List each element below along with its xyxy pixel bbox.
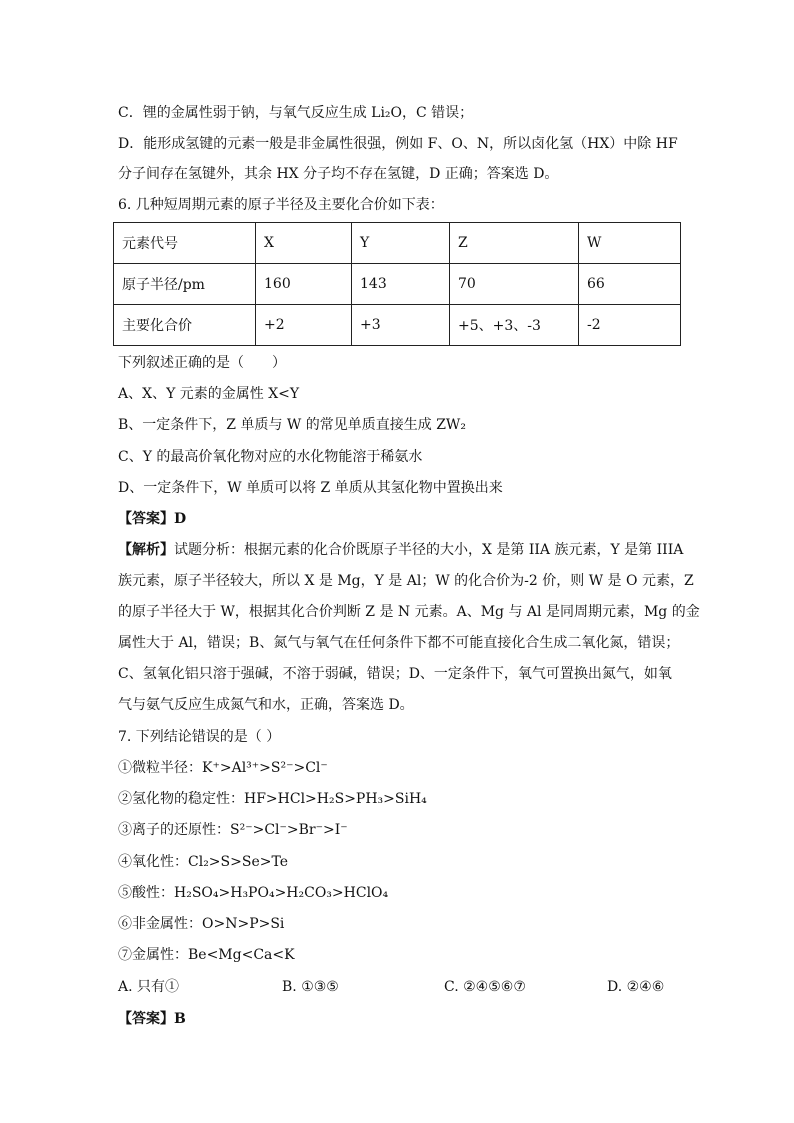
table-cell: 66 <box>579 264 681 305</box>
statement-line: ④氧化性：Cl₂>S>Se>Te <box>118 854 288 870</box>
element-data-table <box>113 222 681 346</box>
analysis-line: 气与氨气反应生成氮气和水，正确，答案选 D。 <box>118 697 414 713</box>
table-cell: +5、+3、-3 <box>450 305 579 346</box>
question-6-title: 6. 几种短周期元素的原子半径及主要化合价如下表： <box>118 197 444 213</box>
table-cell: X <box>256 223 352 264</box>
choice-c: C. ②④⑤⑥⑦ <box>444 979 526 995</box>
question-7-title: 7. 下列结论错误的是（ ） <box>118 729 281 745</box>
statement-line: ①微粒半径：K⁺>Al³⁺>S²⁻>Cl⁻ <box>118 760 328 776</box>
analysis-line <box>118 541 683 559</box>
text-line: C．锂的金属性弱于钠，与氧气反应生成 Li₂O，C 错误； <box>118 105 474 121</box>
table-cell: 主要化合价 <box>114 305 256 346</box>
choice-a: A. 只有① <box>118 979 180 995</box>
table-cell: 143 <box>352 264 450 305</box>
analysis-line: 族元素，原子半径较大，所以 X 是 Mg，Y 是 Al；W 的化合价为-2 价，则 W 是 O 元素，Z <box>118 573 694 589</box>
table-row <box>114 264 681 305</box>
statement-line: ⑥非金属性：O>N>P>Si <box>118 916 285 932</box>
statement-line: ⑦金属性：Be<Mg<Ca<K <box>118 947 295 963</box>
analysis-line: 属性大于 Al，错误；B、氮气与氧气在任何条件下都不可能直接化合生成二氧化氮，错误； <box>118 635 680 651</box>
table-cell: 160 <box>256 264 352 305</box>
option-line: D、一定条件下，W 单质可以将 Z 单质从其氢化物中置换出来 <box>118 480 503 496</box>
table-cell: W <box>579 223 681 264</box>
text-line: 分子间存在氢键外，其余 HX 分子均不存在氢键，D 正确；答案选 D。 <box>118 166 559 182</box>
table-row <box>114 223 681 264</box>
option-line: A、X、Y 元素的金属性 X<Y <box>118 386 300 402</box>
table-cell: +3 <box>352 305 450 346</box>
statement-line: ③离子的还原性：S²⁻>Cl⁻>Br⁻>I⁻ <box>118 822 348 838</box>
answer-label: 【答案】D <box>118 511 187 527</box>
choice-b: B. ①③⑤ <box>282 979 339 995</box>
analysis-line: 的原子半径大于 W，根据其化合价判断 Z 是 N 元素。A、Mg 与 Al 是同周期元素，Mg 的金 <box>118 604 700 620</box>
text-line: D．能形成氢键的元素一般是非金属性很强，例如 F、O、N，所以卤化氢（HX）中除 HF <box>118 136 678 152</box>
table-cell: Z <box>450 223 579 264</box>
table-cell: 原子半径/pm <box>114 264 256 305</box>
text-line: 下列叙述正确的是（ ） <box>118 355 286 371</box>
statement-line: ⑤酸性：H₂SO₄>H₃PO₄>H₂CO₃>HClO₄ <box>118 885 389 901</box>
analysis-text: 试题分析：根据元素的化合价既原子半径的大小，X 是第 IIA 族元素，Y 是第 IIIA <box>174 542 684 558</box>
answer-label: 【答案】B <box>118 1011 186 1027</box>
table-cell: 元素代号 <box>114 223 256 264</box>
table-cell: +2 <box>256 305 352 346</box>
statement-line: ②氢化物的稳定性：HF>HCl>H₂S>PH₃>SiH₄ <box>118 791 427 807</box>
option-line: C、Y 的最高价氧化物对应的水化物能溶于稀氨水 <box>118 449 423 465</box>
analysis-line: C、氢氧化铝只溶于强碱，不溶于弱碱，错误；D、一定条件下，氧气可置换出氮气，如氧 <box>118 666 672 682</box>
table-cell: -2 <box>579 305 681 346</box>
table-row <box>114 305 681 346</box>
option-line: B、一定条件下，Z 单质与 W 的常见单质直接生成 ZW₂ <box>118 417 466 433</box>
choice-d: D. ②④⑥ <box>607 979 665 995</box>
analysis-label: 【解析】 <box>118 542 174 558</box>
table-cell: Y <box>352 223 450 264</box>
table-cell: 70 <box>450 264 579 305</box>
